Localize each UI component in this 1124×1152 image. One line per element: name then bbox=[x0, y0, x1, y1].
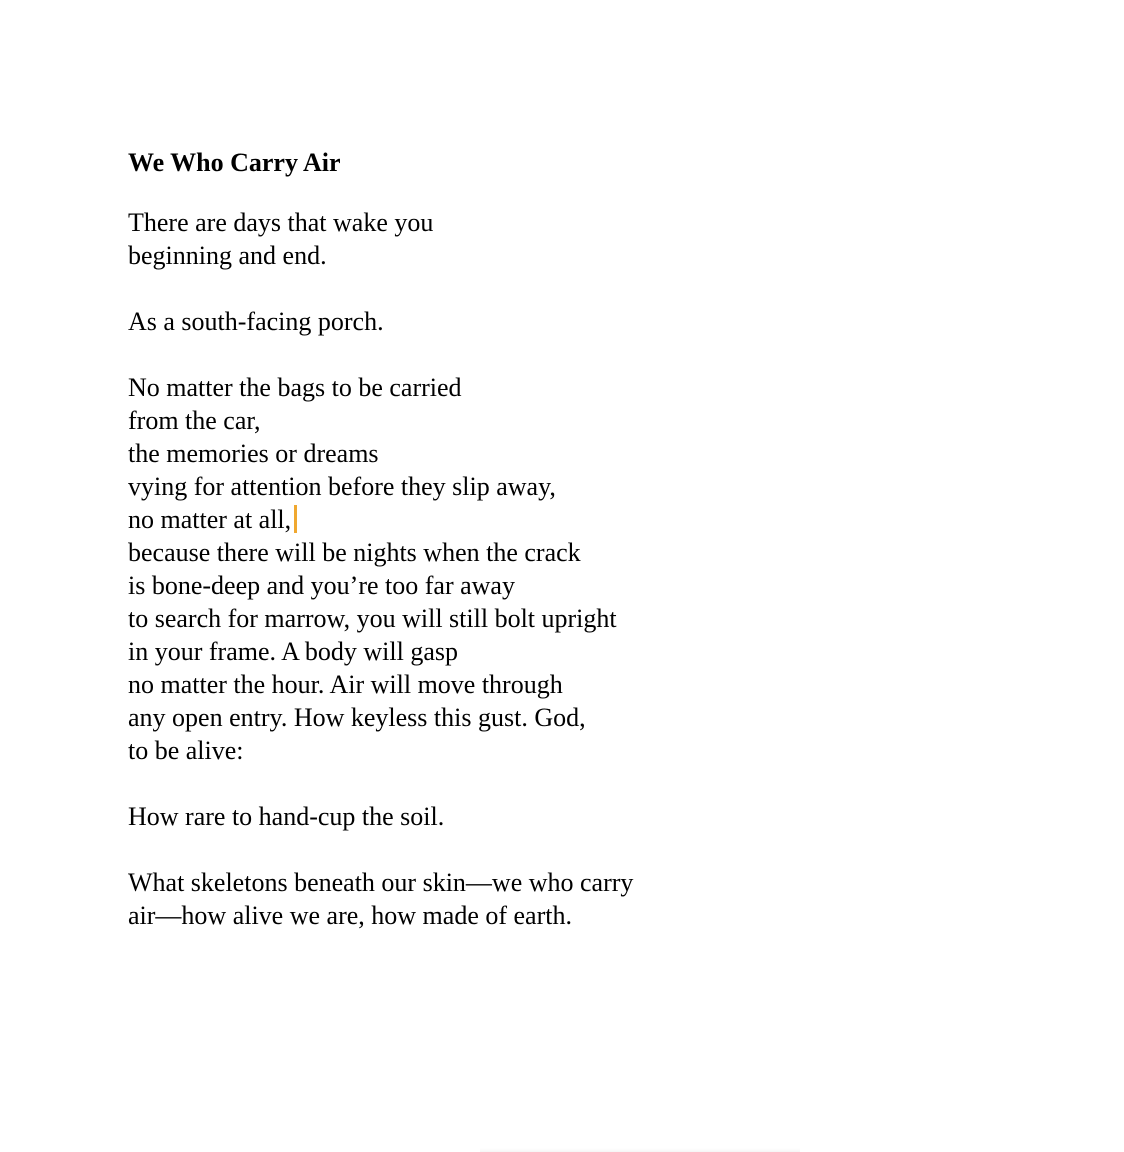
poem-line: There are days that wake you bbox=[128, 208, 434, 237]
poem-line: from the car, bbox=[128, 406, 261, 435]
page-edge-shadow bbox=[480, 1148, 800, 1152]
poem-line: What skeletons beneath our skin—we who carry bbox=[128, 868, 634, 897]
poem-line: vying for attention before they slip away, bbox=[128, 472, 556, 501]
poem-line: to search for marrow, you will still bolt upright bbox=[128, 604, 617, 633]
poem-line: to be alive: bbox=[128, 736, 244, 765]
text-cursor bbox=[294, 505, 297, 533]
poem-line: is bone-deep and you’re too far away bbox=[128, 571, 515, 600]
stanza-5 bbox=[128, 866, 1028, 932]
poem-line: any open entry. How keyless this gust. God, bbox=[128, 703, 586, 732]
stanza-1 bbox=[128, 206, 1028, 272]
stanza-4 bbox=[128, 800, 1028, 833]
poem-title: We Who Carry Air bbox=[128, 148, 341, 177]
poem-line: the memories or dreams bbox=[128, 439, 379, 468]
document-page[interactable] bbox=[128, 140, 1028, 932]
poem-line: air—how alive we are, how made of earth. bbox=[128, 901, 572, 930]
poem-line: As a south-facing porch. bbox=[128, 307, 384, 336]
poem-line: because there will be nights when the crack bbox=[128, 538, 581, 567]
poem-line: beginning and end. bbox=[128, 241, 327, 270]
stanza-2 bbox=[128, 305, 1028, 338]
poem-line: How rare to hand-cup the soil. bbox=[128, 802, 445, 831]
poem-line-with-cursor bbox=[128, 503, 1028, 536]
poem-line: in your frame. A body will gasp bbox=[128, 637, 459, 666]
poem-line: No matter the bags to be carried bbox=[128, 373, 462, 402]
stanza-3 bbox=[128, 371, 1028, 767]
poem-line: no matter the hour. Air will move through bbox=[128, 670, 563, 699]
poem-line-text: no matter at all, bbox=[128, 505, 292, 534]
